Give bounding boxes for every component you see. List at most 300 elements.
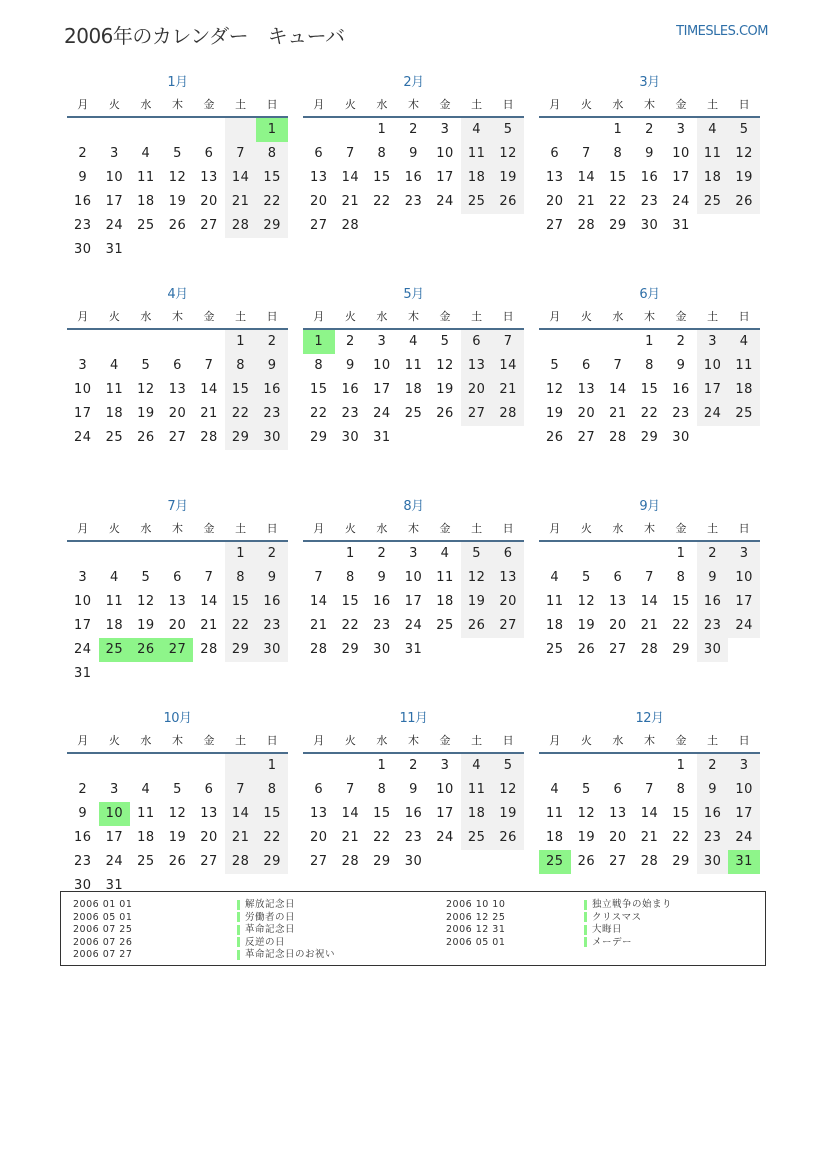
day-cell: 26 [137, 430, 155, 445]
day-cell: 29 [373, 854, 391, 869]
day-cell: 15 [256, 802, 288, 826]
day-cell: 21 [341, 194, 360, 209]
day-cell: 8 [225, 354, 257, 378]
day-cell: 3 [78, 358, 88, 373]
weekday-label: 日 [502, 310, 514, 323]
month-name: 2月 [403, 75, 424, 90]
month-name: 4月 [167, 287, 188, 302]
day-cell: 11 [105, 382, 124, 397]
day-cell: 16 [672, 382, 690, 397]
empty-day [303, 118, 335, 142]
holiday-marker [584, 925, 587, 935]
weekday-label: 水 [612, 98, 624, 111]
weekday-label: 日 [266, 522, 278, 535]
day-cell: 11 [105, 594, 124, 609]
empty-day [602, 330, 634, 354]
day-cell: 2 [78, 146, 88, 161]
month-name: 6月 [639, 287, 660, 302]
weekday-label: 金 [675, 734, 687, 747]
day-cell: 14 [200, 382, 218, 397]
day-cell: 13 [310, 170, 328, 185]
day-cell: 16 [404, 806, 423, 821]
holiday-day: 27 [162, 638, 194, 662]
weekday-label: 日 [738, 310, 750, 323]
day-cell: 14 [341, 806, 360, 821]
day-cell: 8 [645, 358, 654, 373]
month-name: 10月 [163, 711, 192, 726]
weekday-label: 土 [707, 734, 719, 747]
day-cell: 14 [577, 170, 596, 185]
day-cell: 14 [225, 166, 257, 190]
day-cell: 13 [168, 594, 187, 609]
day-cell: 6 [492, 542, 524, 566]
day-cell: 14 [200, 594, 218, 609]
empty-day [539, 542, 571, 566]
day-cell: 24 [105, 218, 124, 233]
day-cell: 2 [409, 758, 418, 773]
month-name: 1月 [167, 75, 188, 90]
days-grid [67, 118, 288, 262]
day-cell: 9 [78, 170, 88, 185]
day-cell: 14 [640, 594, 659, 609]
day-cell: 2 [78, 782, 88, 797]
empty-day [130, 330, 162, 354]
day-cell: 3 [409, 546, 418, 561]
day-cell: 24 [436, 830, 454, 845]
weekday-header [67, 305, 288, 330]
day-cell: 12 [492, 778, 524, 802]
empty-day [225, 754, 257, 778]
month-name: 9月 [639, 499, 660, 514]
day-cell: 20 [168, 406, 187, 421]
day-cell: 10 [672, 146, 690, 161]
day-cell: 29 [640, 430, 659, 445]
empty-day [193, 330, 225, 354]
day-cell: 3 [697, 330, 729, 354]
day-cell: 19 [137, 618, 155, 633]
day-cell: 7 [314, 570, 324, 585]
weekday-label: 木 [407, 522, 419, 535]
day-cell: 7 [204, 358, 214, 373]
day-cell: 6 [204, 782, 214, 797]
day-cell: 23 [640, 194, 659, 209]
day-cell: 22 [225, 402, 257, 426]
weekday-label: 木 [643, 98, 655, 111]
day-cell: 6 [550, 146, 560, 161]
day-cell: 7 [225, 778, 257, 802]
day-cell: 5 [581, 782, 591, 797]
empty-day [539, 330, 571, 354]
day-cell: 27 [577, 430, 596, 445]
day-cell: 28 [640, 642, 659, 657]
day-cell: 10 [74, 594, 92, 609]
day-cell: 22 [256, 190, 288, 214]
day-cell: 4 [109, 570, 119, 585]
empty-day [571, 330, 603, 354]
empty-day [225, 118, 257, 142]
day-cell: 10 [74, 382, 92, 397]
day-cell: 4 [461, 754, 493, 778]
day-cell: 29 [256, 214, 288, 238]
weekday-label: 水 [612, 734, 624, 747]
day-cell: 1 [225, 330, 257, 354]
day-cell: 30 [74, 242, 92, 257]
day-cell: 14 [609, 382, 627, 397]
day-cell: 19 [577, 618, 596, 633]
day-cell: 21 [492, 378, 524, 402]
legend-date [73, 899, 132, 912]
weekday-label: 土 [471, 98, 483, 111]
day-cell: 19 [492, 166, 524, 190]
day-cell: 25 [105, 430, 124, 445]
month-block [67, 73, 288, 285]
legend-date [446, 937, 505, 950]
legend-date [446, 899, 505, 912]
day-cell: 17 [373, 382, 391, 397]
day-cell: 13 [200, 170, 218, 185]
day-cell: 15 [672, 594, 690, 609]
holiday-date-text: 2006 12 25 [446, 911, 506, 923]
day-cell: 18 [436, 594, 454, 609]
legend-holiday-name [237, 924, 335, 937]
day-cell: 12 [728, 142, 760, 166]
day-cell: 7 [492, 330, 524, 354]
days-grid [303, 754, 524, 874]
day-cell: 17 [728, 590, 760, 614]
day-cell: 18 [728, 378, 760, 402]
day-cell: 21 [225, 190, 257, 214]
empty-day [539, 118, 571, 142]
day-cell: 11 [697, 142, 729, 166]
holiday-marker [237, 925, 240, 935]
weekday-label: 火 [108, 310, 120, 323]
weekday-label: 日 [266, 310, 278, 323]
day-cell: 17 [436, 806, 454, 821]
weekday-label: 土 [235, 98, 247, 111]
weekday-label: 火 [108, 98, 120, 111]
day-cell: 9 [676, 358, 686, 373]
weekday-header [67, 517, 288, 542]
holiday-marker [237, 912, 240, 922]
day-cell: 13 [492, 566, 524, 590]
day-cell: 14 [492, 354, 524, 378]
month-name: 3月 [639, 75, 660, 90]
day-cell: 15 [373, 806, 391, 821]
empty-day [303, 754, 335, 778]
day-cell: 20 [609, 830, 627, 845]
empty-day [193, 118, 225, 142]
month-block [539, 285, 760, 497]
day-cell: 25 [461, 190, 493, 214]
day-cell: 22 [609, 194, 627, 209]
weekday-label: 月 [313, 310, 325, 323]
day-cell: 12 [137, 594, 155, 609]
day-cell: 12 [577, 806, 596, 821]
holiday-marker [237, 950, 240, 960]
weekday-label: 水 [376, 522, 388, 535]
day-cell: 15 [672, 806, 690, 821]
day-cell: 20 [200, 194, 218, 209]
day-cell: 25 [728, 402, 760, 426]
day-cell: 22 [672, 618, 690, 633]
day-cell: 30 [672, 430, 690, 445]
weekday-label: 水 [376, 98, 388, 111]
weekday-header [303, 517, 524, 542]
weekday-label: 木 [171, 98, 183, 111]
empty-day [162, 118, 194, 142]
legend-date [73, 912, 132, 925]
day-cell: 31 [373, 430, 391, 445]
day-cell: 28 [492, 402, 524, 426]
day-cell: 17 [404, 594, 423, 609]
day-cell: 26 [461, 614, 493, 638]
day-cell: 21 [200, 406, 218, 421]
day-cell: 27 [310, 218, 328, 233]
weekday-label: 月 [313, 98, 325, 111]
weekday-label: 火 [344, 522, 356, 535]
day-cell: 27 [200, 218, 218, 233]
empty-day [193, 754, 225, 778]
month-block [303, 497, 524, 709]
day-cell: 26 [577, 854, 596, 869]
day-cell: 9 [345, 358, 355, 373]
empty-day [67, 330, 99, 354]
day-cell: 20 [546, 194, 564, 209]
day-cell: 10 [728, 566, 760, 590]
day-cell: 15 [310, 382, 328, 397]
day-cell: 7 [345, 146, 355, 161]
day-cell: 3 [109, 146, 119, 161]
weekday-label: 土 [707, 98, 719, 111]
day-cell: 6 [204, 146, 214, 161]
day-cell: 16 [74, 194, 92, 209]
day-cell: 28 [200, 642, 218, 657]
weekday-header [539, 729, 760, 754]
day-cell: 8 [676, 782, 686, 797]
day-cell: 1 [345, 546, 355, 561]
weekday-label: 金 [203, 522, 215, 535]
month-name: 12月 [635, 711, 664, 726]
empty-day [67, 542, 99, 566]
holiday-marker [237, 937, 240, 947]
day-cell: 5 [492, 754, 524, 778]
day-cell: 9 [697, 566, 729, 590]
day-cell: 9 [409, 782, 418, 797]
day-cell: 11 [436, 570, 454, 585]
day-cell: 16 [256, 378, 288, 402]
day-cell: 4 [141, 146, 151, 161]
weekday-header [303, 729, 524, 754]
day-cell: 3 [78, 570, 88, 585]
day-cell: 7 [225, 142, 257, 166]
day-cell: 5 [173, 146, 182, 161]
day-cell: 8 [377, 146, 387, 161]
weekday-label: 火 [108, 522, 120, 535]
holiday-name-text: 労働者の日 [245, 911, 296, 923]
day-cell: 22 [310, 406, 328, 421]
day-cell: 13 [577, 382, 596, 397]
empty-day [193, 542, 225, 566]
day-cell: 15 [609, 170, 627, 185]
holiday-day: 1 [303, 330, 335, 354]
weekday-label: 金 [203, 98, 215, 111]
day-cell: 2 [676, 334, 686, 349]
month-block [539, 73, 760, 285]
day-cell: 12 [436, 358, 454, 373]
day-cell: 4 [440, 546, 450, 561]
day-cell: 18 [404, 382, 423, 397]
month-block [67, 285, 288, 497]
empty-day [571, 542, 603, 566]
day-cell: 6 [613, 782, 623, 797]
day-cell: 29 [341, 642, 360, 657]
day-cell: 13 [461, 354, 493, 378]
holiday-date-text: 2006 05 01 [73, 911, 133, 923]
weekday-label: 木 [171, 734, 183, 747]
day-cell: 28 [225, 214, 257, 238]
day-cell: 4 [550, 570, 560, 585]
weekday-label: 月 [313, 734, 325, 747]
legend-holiday-name [584, 912, 672, 925]
legend-right-dates [446, 899, 505, 949]
days-grid [539, 542, 760, 662]
day-cell: 29 [672, 642, 690, 657]
legend-holiday-name [584, 924, 672, 937]
day-cell: 19 [436, 382, 454, 397]
day-cell: 13 [200, 806, 218, 821]
day-cell: 17 [105, 830, 124, 845]
day-cell: 26 [492, 190, 524, 214]
day-cell: 21 [640, 618, 659, 633]
empty-day [67, 754, 99, 778]
weekday-label: 木 [171, 522, 183, 535]
day-cell: 29 [225, 638, 257, 662]
day-cell: 1 [256, 754, 288, 778]
day-cell: 30 [256, 426, 288, 450]
day-cell: 6 [613, 570, 623, 585]
day-cell: 26 [546, 430, 564, 445]
holiday-legend [60, 891, 766, 966]
days-grid [67, 542, 288, 686]
day-cell: 7 [613, 358, 623, 373]
legend-holiday-name [584, 937, 672, 950]
weekday-header [67, 93, 288, 118]
month-name: 5月 [403, 287, 424, 302]
day-cell: 21 [577, 194, 596, 209]
weekday-label: 金 [675, 98, 687, 111]
empty-day [130, 542, 162, 566]
day-cell: 25 [546, 642, 564, 657]
day-cell: 10 [105, 170, 124, 185]
day-cell: 24 [728, 826, 760, 850]
day-cell: 30 [74, 878, 92, 893]
page-title: 2006年のカレンダー キューバ [64, 24, 345, 48]
empty-day [162, 330, 194, 354]
day-cell: 23 [697, 826, 729, 850]
weekday-header [539, 93, 760, 118]
day-cell: 18 [461, 166, 493, 190]
day-cell: 10 [697, 354, 729, 378]
day-cell: 19 [137, 406, 155, 421]
days-grid [67, 330, 288, 450]
day-cell: 9 [645, 146, 654, 161]
weekday-label: 金 [203, 734, 215, 747]
day-cell: 18 [697, 166, 729, 190]
weekday-label: 土 [235, 734, 247, 747]
day-cell: 8 [676, 570, 686, 585]
day-cell: 7 [645, 570, 654, 585]
day-cell: 9 [377, 570, 387, 585]
day-cell: 2 [645, 122, 654, 137]
month-block [539, 709, 760, 921]
day-cell: 6 [173, 570, 182, 585]
holiday-date-text: 2006 07 27 [73, 949, 133, 960]
day-cell: 12 [137, 382, 155, 397]
weekday-label: 土 [707, 522, 719, 535]
day-cell: 23 [74, 854, 92, 869]
empty-day [335, 118, 367, 142]
day-cell: 17 [436, 170, 454, 185]
weekday-label: 水 [140, 98, 152, 111]
day-cell: 20 [200, 830, 218, 845]
day-cell: 10 [373, 358, 391, 373]
days-grid [303, 118, 524, 238]
day-cell: 21 [310, 618, 328, 633]
day-cell: 28 [200, 430, 218, 445]
day-cell: 2 [377, 546, 387, 561]
day-cell: 18 [461, 802, 493, 826]
day-cell: 26 [577, 642, 596, 657]
day-cell: 18 [546, 618, 564, 633]
day-cell: 28 [341, 854, 360, 869]
day-cell: 5 [492, 118, 524, 142]
month-name: 11月 [399, 711, 428, 726]
day-cell: 13 [609, 806, 627, 821]
weekday-label: 月 [549, 98, 561, 111]
day-cell: 17 [74, 618, 92, 633]
day-cell: 9 [256, 354, 288, 378]
day-cell: 15 [256, 166, 288, 190]
site-logo[interactable]: TIMESLES.COM [676, 24, 768, 39]
weekday-label: 金 [439, 310, 451, 323]
day-cell: 20 [609, 618, 627, 633]
days-grid [303, 542, 524, 662]
day-cell: 4 [697, 118, 729, 142]
day-cell: 12 [168, 170, 187, 185]
weekday-label: 水 [140, 734, 152, 747]
weekday-label: 土 [235, 310, 247, 323]
day-cell: 19 [168, 194, 187, 209]
day-cell: 11 [137, 806, 155, 821]
weekday-label: 土 [471, 310, 483, 323]
month-name: 8月 [403, 499, 424, 514]
day-cell: 22 [672, 830, 690, 845]
weekday-label: 土 [235, 522, 247, 535]
empty-day [571, 754, 603, 778]
weekday-header [303, 305, 524, 330]
legend-date [73, 949, 132, 962]
day-cell: 27 [310, 854, 328, 869]
days-grid [303, 330, 524, 450]
day-cell: 8 [225, 566, 257, 590]
day-cell: 3 [728, 542, 760, 566]
day-cell: 23 [74, 218, 92, 233]
holiday-name-text: 革命記念日のお祝い [245, 949, 336, 960]
day-cell: 4 [550, 782, 560, 797]
day-cell: 18 [137, 830, 155, 845]
holiday-day: 26 [130, 638, 162, 662]
holiday-name-text: 独立戦争の始まり [592, 899, 673, 910]
